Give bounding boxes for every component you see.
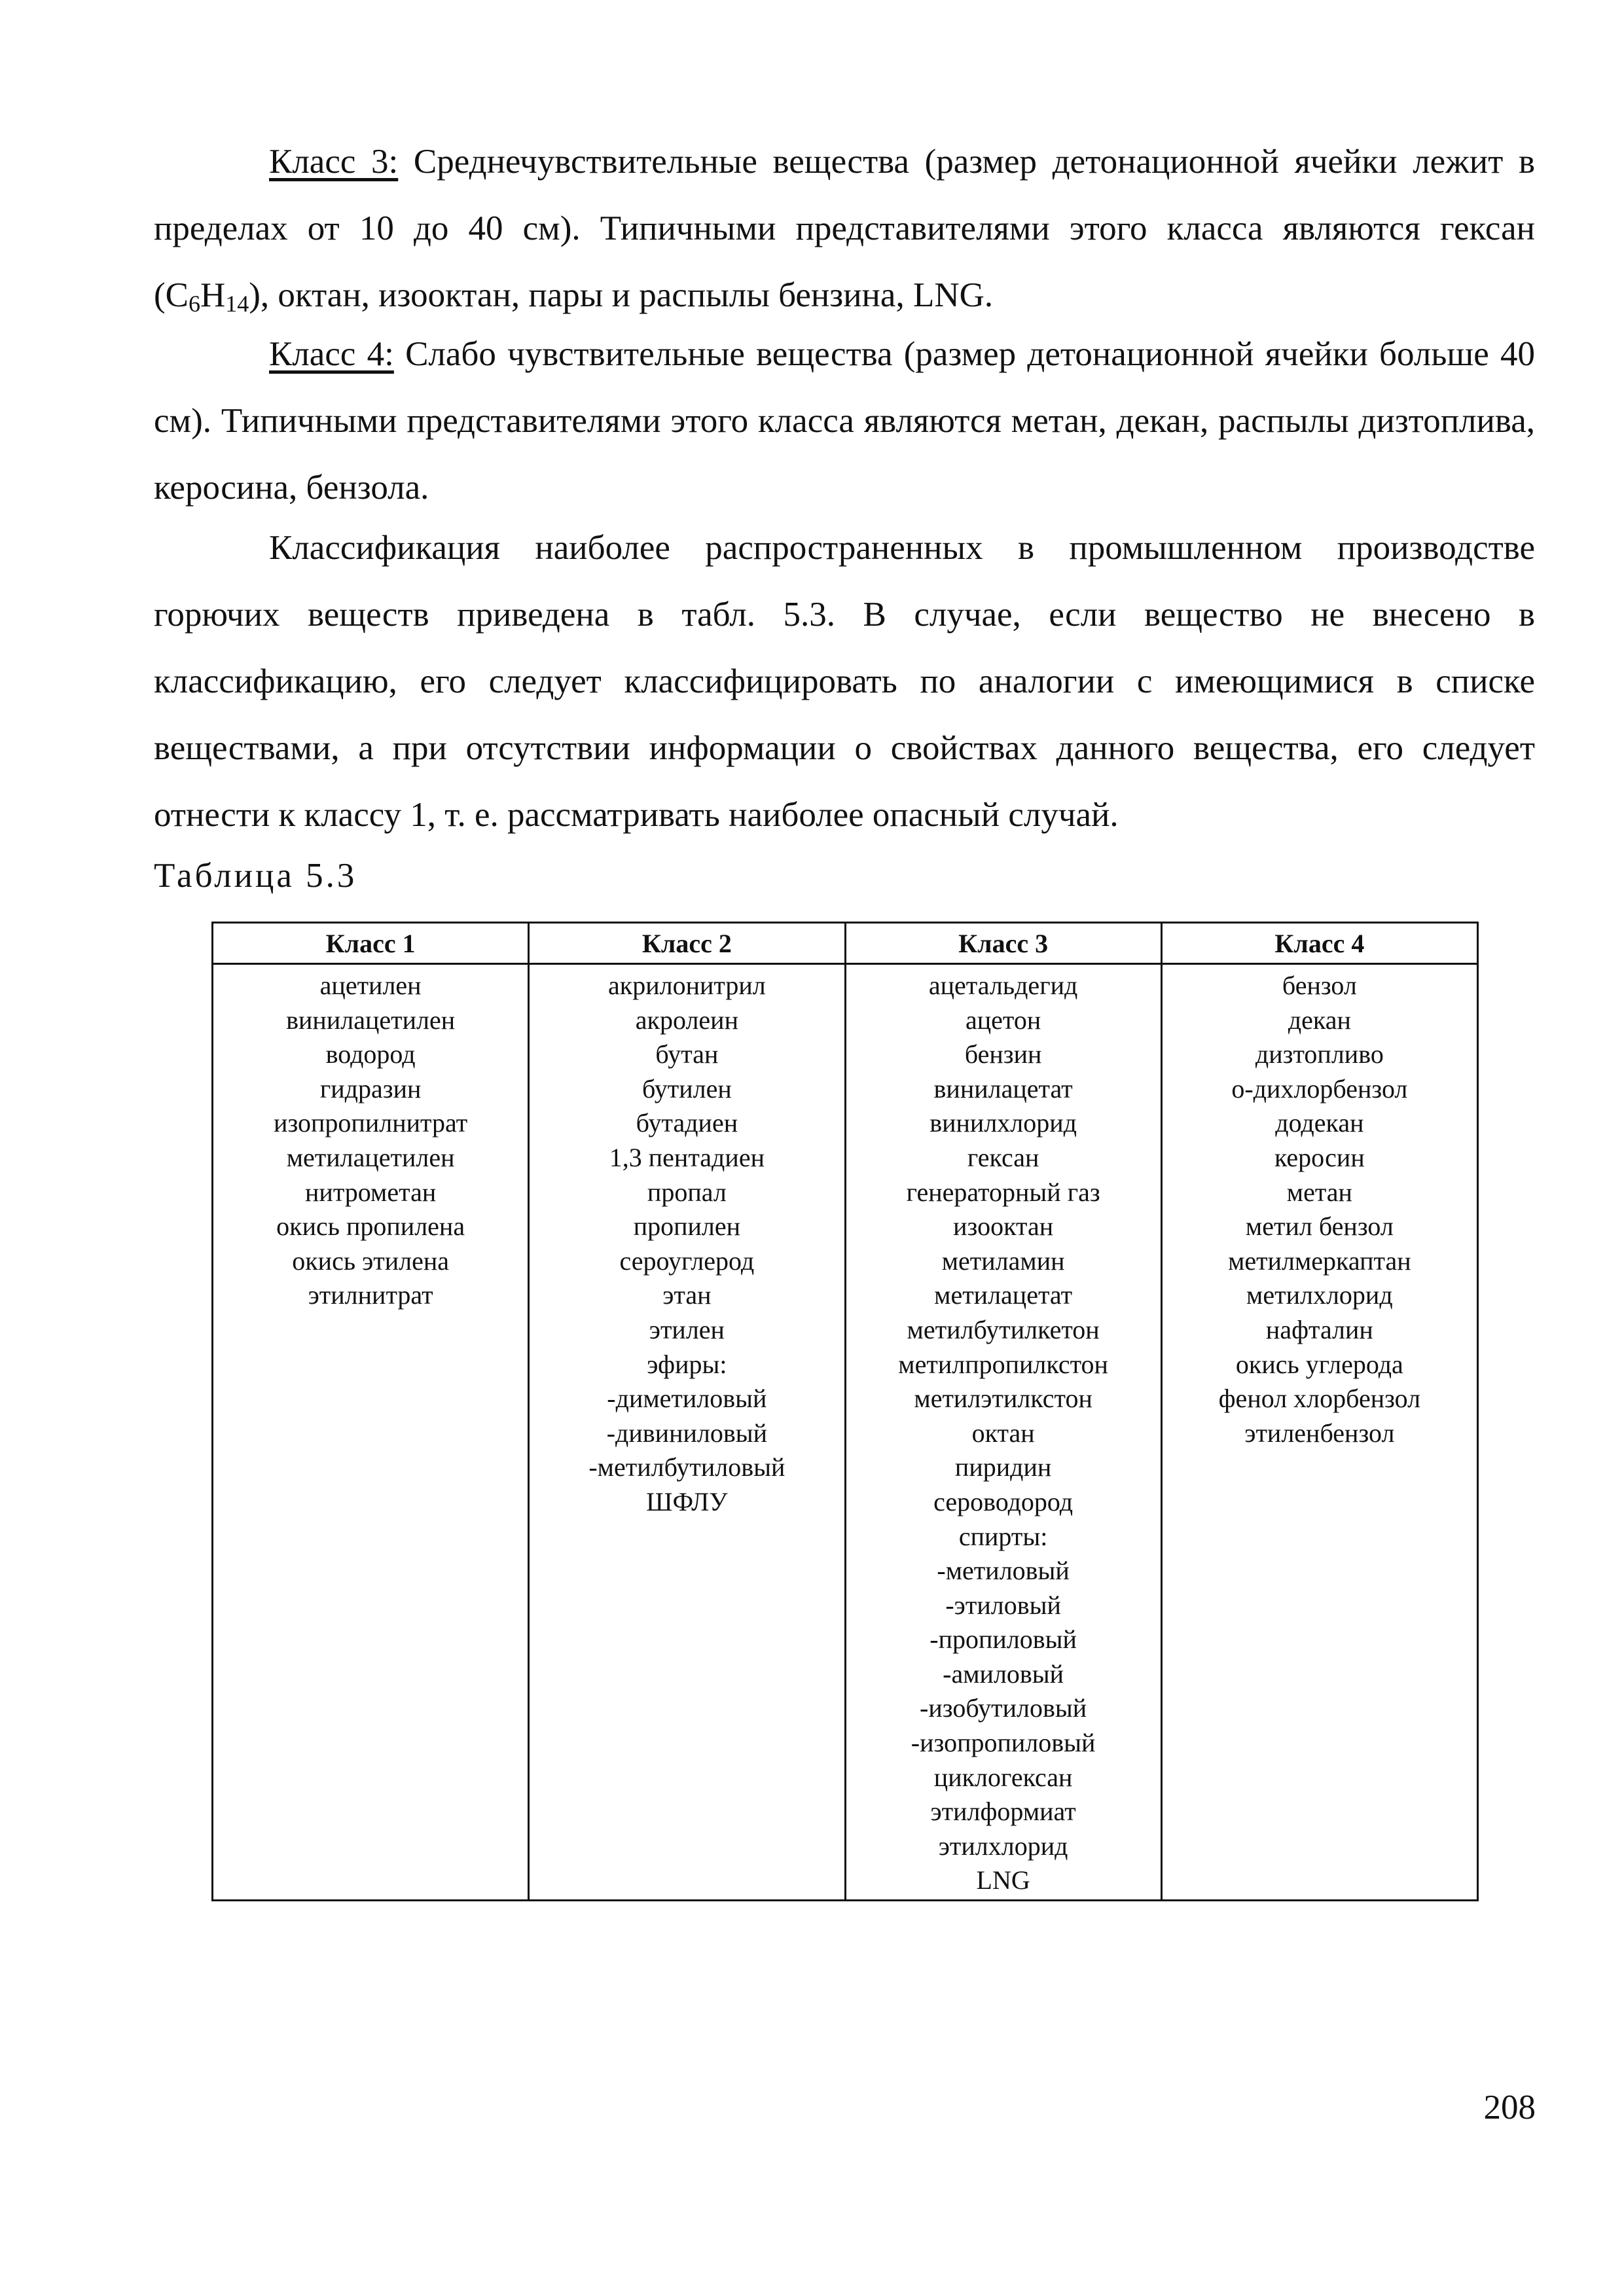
substance-item: этилен [649, 1314, 725, 1344]
substance-item: окись углерода [1235, 1349, 1403, 1379]
substance-item: этилхлорид [938, 1831, 1068, 1861]
substance-item: пропилен [633, 1211, 741, 1242]
substance-item: метилацетилен [286, 1142, 455, 1172]
substance-item: LNG [976, 1865, 1030, 1895]
substance-item: гидразин [319, 1073, 422, 1103]
substance-item: ШФЛУ [646, 1486, 728, 1516]
substance-item: -метиловый [937, 1556, 1070, 1586]
substance-item: бутилен [641, 1073, 732, 1103]
substance-item: октан [971, 1418, 1035, 1448]
substance-item: винилацетилен [286, 1005, 456, 1035]
substance-item: -дивиниловый [606, 1418, 768, 1448]
substance-item: 1,3 пентадиен [609, 1142, 765, 1172]
substance-item: -амиловый [943, 1659, 1064, 1689]
column-class-2 [529, 964, 845, 1901]
substance-item: декан [1288, 1005, 1351, 1035]
substance-item: акролеин [635, 1005, 738, 1035]
substance-item: бутан [655, 1039, 719, 1069]
substance-item: бензол [1282, 971, 1357, 1000]
substance-item: изооктан [953, 1211, 1054, 1242]
substance-item: о-дихлорбензол [1231, 1073, 1408, 1103]
substance-item: дизтопливо [1255, 1039, 1384, 1069]
substance-item: сероуглерод [619, 1246, 755, 1276]
substance-item: циклогексан [933, 1762, 1073, 1792]
table-header-row [213, 923, 1478, 964]
header-class-1: Класс 1 [213, 923, 529, 964]
formula-subscript-6: 6 [189, 291, 200, 317]
substance-item: ацетилен [319, 971, 422, 1000]
substance-item: -пропиловый [929, 1624, 1077, 1655]
class-3-text-end: ), октан, изооктан, пары и распылы бензина, LNG. [249, 276, 994, 314]
substance-item: винилацетат [933, 1073, 1073, 1103]
substance-item: -этиловый [945, 1590, 1061, 1620]
substance-item: этилформиат [930, 1797, 1076, 1827]
substance-item: фенол хлорбензол [1218, 1384, 1421, 1414]
substance-item: метан [1286, 1177, 1352, 1207]
column-class-3 [845, 964, 1161, 1901]
substance-item: эфиры: [647, 1349, 727, 1379]
class-3-text-start: Среднечувствительные вещества (размер детонационной ячейки лежит в пределах от 10 до 40 см). Типичными представителями этого класса являются гексан (C [154, 143, 1535, 314]
substance-item: ацетальдегид [928, 971, 1078, 1000]
formula-h: H [200, 276, 226, 314]
header-class-3: Класс 3 [845, 923, 1161, 964]
substances-table [211, 922, 1479, 1901]
formula-subscript-14: 14 [225, 291, 249, 317]
substance-item: метил бензол [1245, 1211, 1394, 1242]
substance-item: гексан [967, 1142, 1039, 1172]
substance-item: -изопропиловый [911, 1728, 1096, 1758]
header-class-4: Класс 4 [1161, 923, 1477, 964]
substance-item: метилацетат [934, 1280, 1073, 1310]
substance-item: метилпропилкстон [898, 1349, 1108, 1379]
class-4-label: Класс 4: [269, 335, 394, 373]
substance-item: генераторный газ [906, 1177, 1100, 1207]
substance-item: винилхлорид [929, 1108, 1077, 1138]
table-caption: Таблица 5.3 [154, 857, 357, 895]
substance-item: метиламин [941, 1246, 1065, 1276]
class-4-text: Слабо чувствительные вещества (размер детонационной ячейки больше 40 см). Типичными представителями этого класса являются метан, декан, распылы дизтоплива, керосина, бензола. [154, 335, 1535, 507]
paragraph-classification: Классификация наиболее распространенных в промышленном производстве горючих веществ приведена в табл. 5.3. В случае, если вещество не внесено в классификацию, его следует классифицировать по аналогии с имеющимися в списке веществами, а при отсутствии информации о свойствах данного вещества, его следует отнести к классу 1, т. е. рассматривать наиболее опасный случай. [154, 529, 1535, 834]
substance-item: бутадиен [636, 1108, 738, 1138]
substance-item: метилхлорид [1246, 1280, 1393, 1310]
substance-item: окись пропилена [276, 1211, 465, 1242]
substance-item: керосин [1274, 1142, 1365, 1172]
column-class-4 [1161, 964, 1477, 1901]
substance-item: акрилонитрил [608, 971, 766, 1000]
substance-item: этиленбензол [1244, 1418, 1395, 1448]
substance-item: -метилбутиловый [588, 1452, 785, 1482]
substance-item: пиридин [954, 1452, 1052, 1482]
substance-item: додекан [1275, 1108, 1364, 1138]
table-body-row [213, 964, 1478, 1901]
substance-item: этилнитрат [308, 1280, 433, 1310]
header-class-2: Класс 2 [529, 923, 845, 964]
substance-item: бензин [964, 1039, 1042, 1069]
substance-item: -изобутиловый [920, 1693, 1087, 1723]
paragraph-class-3 [154, 128, 1535, 329]
substance-item: изопропилнитрат [274, 1108, 468, 1138]
substance-item: спирты: [958, 1521, 1048, 1551]
substance-item: сероводород [933, 1486, 1074, 1516]
substance-item: ацетон [965, 1005, 1041, 1035]
substance-item: окись этилена [292, 1246, 449, 1276]
page-number: 208 [1483, 2089, 1536, 2126]
substance-item: водород [325, 1039, 416, 1069]
substance-item: нитрометан [305, 1177, 437, 1207]
class-3-label: Класс 3: [269, 143, 399, 181]
substance-item: метилмеркаптан [1228, 1246, 1411, 1276]
substance-item: этан [662, 1280, 712, 1310]
substance-item: метилбутилкетон [907, 1314, 1100, 1344]
column-class-1 [213, 964, 529, 1901]
paragraph-class-4 [154, 321, 1535, 521]
substance-item: -диметиловый [607, 1384, 767, 1414]
substance-item: метилэтилкстон [914, 1384, 1092, 1414]
substance-item: пропал [647, 1177, 727, 1207]
substance-item: нафталин [1265, 1314, 1373, 1344]
